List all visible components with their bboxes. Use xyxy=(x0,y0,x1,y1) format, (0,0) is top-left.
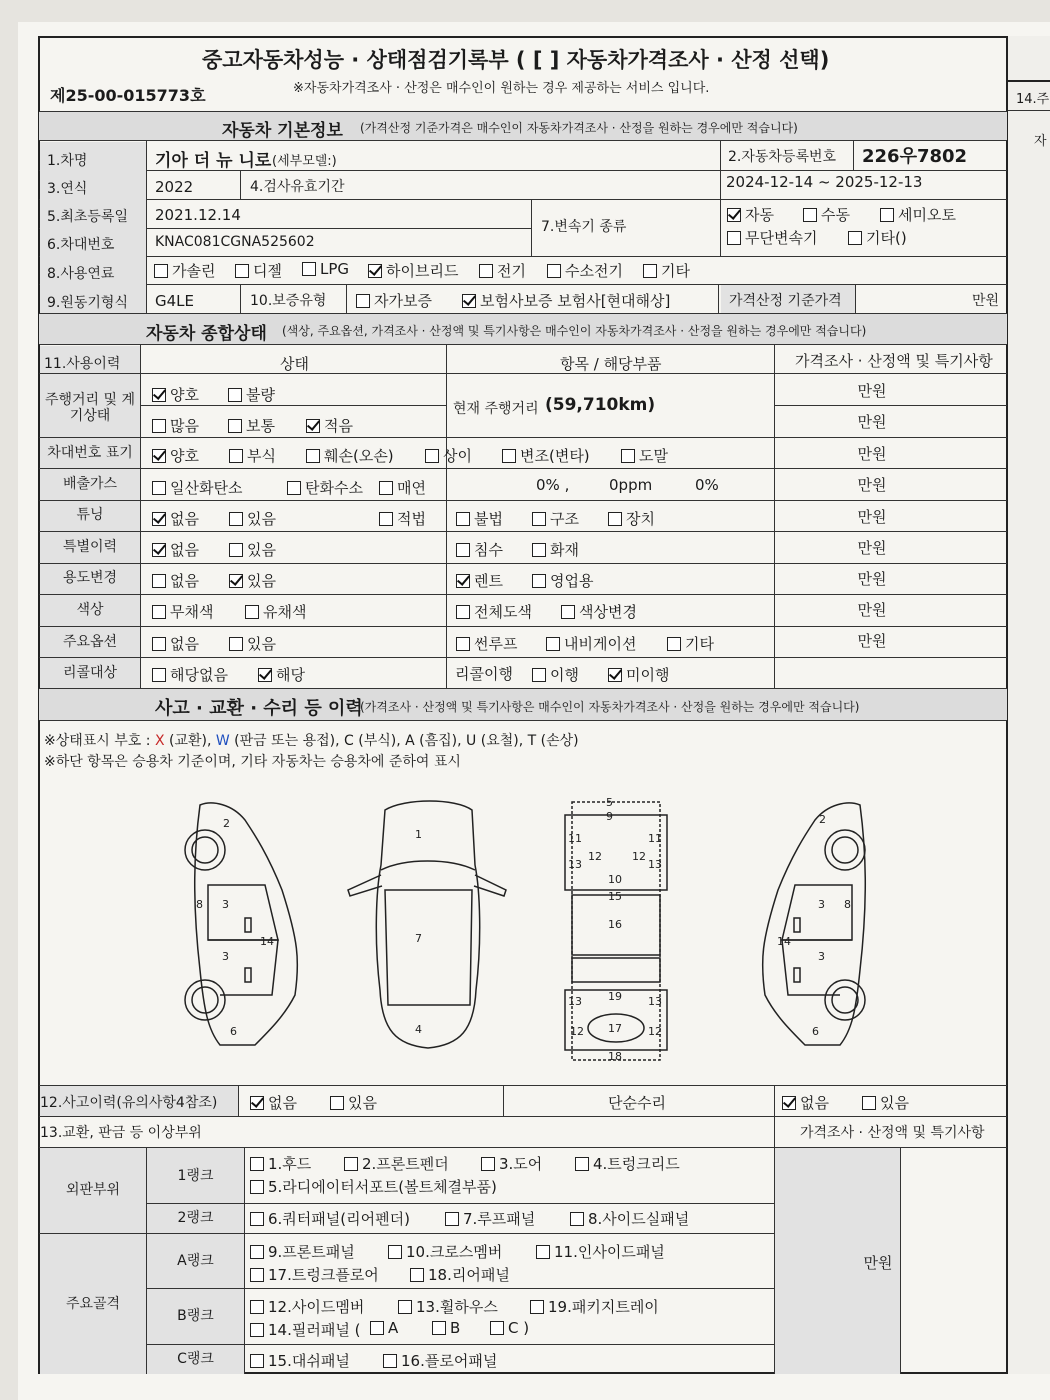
svg-text:10: 10 xyxy=(608,873,622,886)
car-right-side xyxy=(763,803,866,1045)
emission-co-value: 0% , xyxy=(536,476,570,494)
svg-text:13: 13 xyxy=(648,995,662,1008)
label-usage-change: 용도변경 xyxy=(62,570,118,587)
svg-text:13: 13 xyxy=(648,858,662,871)
rank-b: B랭크 xyxy=(177,1307,214,1324)
fuel-hybrid[interactable]: 하이브리드 xyxy=(368,260,458,281)
base-price-unit: 만원 xyxy=(972,293,1000,309)
first-reg-value: 2021.12.14 xyxy=(155,206,241,224)
emission-co[interactable]: 일산화탄소 xyxy=(152,477,242,498)
trans-manual[interactable]: 수동 xyxy=(803,204,850,225)
part-wheel-house[interactable]: 13.휠하우스 xyxy=(398,1296,498,1317)
label-mileage: 주행거리 및 계기상태 xyxy=(44,391,136,424)
label-main-frame: 주요골격 xyxy=(65,1295,121,1312)
svg-text:6: 6 xyxy=(812,1025,819,1038)
label-vin: 6.차대번호 xyxy=(47,237,115,253)
label-warranty: 10.보증유형 xyxy=(250,293,327,309)
label-base-price: 가격산정 기준가격 xyxy=(729,293,842,309)
tuning-none[interactable]: 없음 xyxy=(152,508,199,529)
rank-1: 1랭크 xyxy=(177,1167,214,1184)
price-unit: 만원 xyxy=(857,476,887,494)
special-none[interactable]: 없음 xyxy=(152,539,199,560)
usage-business[interactable]: 영업용 xyxy=(532,570,593,591)
label-exterior: 외판부위 xyxy=(65,1181,121,1198)
trans-other[interactable]: 기타() xyxy=(848,227,907,248)
recall-done[interactable]: 이행 xyxy=(532,664,579,685)
usage-none[interactable]: 없음 xyxy=(152,570,199,591)
tuning-structure[interactable]: 구조 xyxy=(532,508,579,529)
recall-not-done[interactable]: 미이행 xyxy=(608,664,669,685)
vin-erased[interactable]: 도말 xyxy=(621,445,668,466)
recall-applicable[interactable]: 해당 xyxy=(258,664,305,685)
fuel-diesel[interactable]: 디젤 xyxy=(235,260,282,281)
svg-text:2: 2 xyxy=(819,813,826,826)
price-unit: 만원 xyxy=(857,570,887,588)
special-fire[interactable]: 화재 xyxy=(532,539,579,560)
vin-altered[interactable]: 변조(변타) xyxy=(502,445,590,466)
current-mileage-label: 현재 주행거리 xyxy=(453,401,539,417)
svg-text:17: 17 xyxy=(608,1022,622,1035)
svg-text:12: 12 xyxy=(588,850,602,863)
checkbox[interactable] xyxy=(803,208,817,222)
overall-status-heading: 자동차 종합상태 xyxy=(146,324,267,344)
svg-text:3: 3 xyxy=(222,898,229,911)
rank-2: 2랭크 xyxy=(177,1210,214,1227)
label-special-history: 특별이력 xyxy=(62,539,118,556)
recall-not-applicable[interactable]: 해당없음 xyxy=(152,664,228,685)
part-side-sill[interactable]: 8.사이드실패널 xyxy=(570,1208,689,1229)
label-first-reg: 5.최초등록일 xyxy=(47,209,128,225)
pillar-b[interactable]: B xyxy=(432,1319,460,1337)
part-package-tray[interactable]: 19.패키지트레이 xyxy=(530,1296,659,1317)
accident-heading: 사고 · 교환 · 수리 등 이력 xyxy=(155,698,363,719)
label-accident-history: 12.사고이력(유의사항4참조) xyxy=(40,1095,218,1111)
svg-text:13: 13 xyxy=(568,995,582,1008)
tuning-legal[interactable]: 적법 xyxy=(379,508,426,529)
overall-status-note: (색상, 주요옵션, 가격조사 · 산정액 및 특기사항은 매수인이 자동차가격조사 · 산정을 원하는 경우에만 적습니다) xyxy=(282,324,867,338)
adjacent-text: 자 xyxy=(1034,134,1047,149)
rank-c: C랭크 xyxy=(177,1351,214,1368)
pillar-c[interactable]: C ) xyxy=(490,1319,529,1337)
tuning-illegal[interactable]: 불법 xyxy=(456,508,503,529)
part-inside-panel[interactable]: 11.인사이드패널 xyxy=(536,1241,665,1262)
document-number: 제25-00-015773호 xyxy=(50,86,206,105)
emission-hc[interactable]: 탄화수소 xyxy=(287,477,363,498)
car-name-value: 기아 더 뉴 니로 xyxy=(155,151,272,171)
label-car-name: 1.차명 xyxy=(47,153,88,169)
fuel-electric[interactable]: 전기 xyxy=(479,260,526,281)
label-simple-repair: 단순수리 xyxy=(608,1094,666,1112)
svg-text:4: 4 xyxy=(415,1023,422,1036)
checkbox[interactable] xyxy=(727,231,741,245)
part-trunk-lid[interactable]: 4.트렁크리드 xyxy=(575,1153,680,1174)
svg-text:13: 13 xyxy=(568,858,582,871)
mileage-good[interactable]: 양호 xyxy=(152,384,199,405)
label-vin-marking: 차대번호 표기 xyxy=(47,445,133,462)
label-price-note-13: 가격조사 · 산정액 및 특기사항 xyxy=(800,1125,985,1141)
car-diagram xyxy=(160,790,900,1080)
emission-smoke-value: 0% xyxy=(695,476,719,494)
part-rear-panel[interactable]: 18.리어패널 xyxy=(410,1264,510,1285)
svg-text:16: 16 xyxy=(608,918,622,931)
price-unit: 만원 xyxy=(863,1254,893,1272)
inspection-valid-period: 2024-12-14 ~ 2025-12-13 xyxy=(726,173,923,191)
tuning-yes[interactable]: 있음 xyxy=(229,508,276,529)
accident-note: (가격조사 · 산정액 및 특기사항은 매수인이 자동차가격조사 · 산정을 원하는 경우에만 적습니다) xyxy=(360,700,860,714)
vin-corroded[interactable]: 부식 xyxy=(229,445,276,466)
fuel-other[interactable]: 기타 xyxy=(643,260,690,281)
svg-text:12: 12 xyxy=(570,1025,584,1038)
part-roof-panel[interactable]: 7.루프패널 xyxy=(445,1208,535,1229)
label-recall: 리콜대상 xyxy=(62,664,118,681)
mileage-many[interactable]: 많음 xyxy=(152,415,199,436)
col-item: 항목 / 해당부품 xyxy=(560,355,662,373)
basic-info-heading: 자동차 기본정보 xyxy=(222,121,343,141)
legend-line-2: ※하단 항목은 승용차 기준이며, 기타 자동차는 승용차에 준하여 표시 xyxy=(44,754,461,770)
part-quarter-panel[interactable]: 6.쿼터패널(리어펜더) xyxy=(250,1208,410,1229)
option-sunroof[interactable]: 썬루프 xyxy=(456,633,517,654)
label-tuning: 튜닝 xyxy=(76,507,104,524)
vin-good[interactable]: 양호 xyxy=(152,445,199,466)
label-main-options: 주요옵션 xyxy=(62,633,118,650)
svg-text:15: 15 xyxy=(608,890,622,903)
emission-smoke[interactable]: 매연 xyxy=(379,477,426,498)
label-reg-number: 2.자동차등록번호 xyxy=(728,149,837,165)
label-engine-type: 9.원동기형식 xyxy=(47,295,128,311)
svg-text:14: 14 xyxy=(777,935,791,948)
svg-text:3: 3 xyxy=(222,950,229,963)
warranty-self[interactable]: 자가보증 xyxy=(356,290,432,311)
mileage-normal[interactable]: 보통 xyxy=(228,415,275,436)
price-unit: 만원 xyxy=(857,445,887,463)
svg-text:19: 19 xyxy=(608,990,622,1003)
usage-yes[interactable]: 있음 xyxy=(229,570,276,591)
special-yes[interactable]: 있음 xyxy=(229,539,276,560)
label-fuel: 8.사용연료 xyxy=(47,266,115,282)
trans-cvt[interactable]: 무단변속기 xyxy=(727,227,817,248)
accident-none[interactable]: 없음 xyxy=(250,1092,297,1113)
warranty-insurer[interactable]: 보험사보증 보험사[현대해상] xyxy=(462,290,670,311)
color-achromatic[interactable]: 무채색 xyxy=(152,601,213,622)
adjacent-section-14: 14.주 xyxy=(1016,92,1050,107)
part-front-fender[interactable]: 2.프론트펜더 xyxy=(344,1153,449,1174)
part-hood[interactable]: 1.후드 xyxy=(250,1153,311,1174)
part-cross-member[interactable]: 10.크로스멤버 xyxy=(388,1241,502,1262)
svg-text:14: 14 xyxy=(260,935,274,948)
price-unit: 만원 xyxy=(857,539,887,557)
checkbox[interactable] xyxy=(880,208,894,222)
color-changed[interactable]: 색상변경 xyxy=(561,601,637,622)
svg-text:12: 12 xyxy=(648,1025,662,1038)
part-side-member[interactable]: 12.사이드멤버 xyxy=(250,1296,364,1317)
form-title: 중고자동차성능 · 상태점검기록부 ( [ ] 자동차가격조사 · 산정 선택) xyxy=(202,48,830,72)
svg-text:11: 11 xyxy=(648,832,662,845)
detail-model: (세부모델:) xyxy=(272,154,337,169)
col-price-note: 가격조사 · 산정액 및 특기사항 xyxy=(795,352,993,370)
part-dash-panel[interactable]: 15.대쉬패널 xyxy=(250,1350,350,1371)
option-navigation[interactable]: 내비게이션 xyxy=(546,633,636,654)
usage-rent[interactable]: 렌트 xyxy=(456,570,503,591)
rank-a: A랭크 xyxy=(177,1252,214,1269)
year-value: 2022 xyxy=(155,178,194,196)
part-trunk-floor[interactable]: 17.트렁크플로어 xyxy=(250,1264,379,1285)
mileage-few[interactable]: 적음 xyxy=(306,415,353,436)
repair-none[interactable]: 없음 xyxy=(782,1092,829,1113)
svg-text:3: 3 xyxy=(818,898,825,911)
vin-damaged[interactable]: 훼손(오손) xyxy=(306,445,394,466)
label-emission: 배출가스 xyxy=(62,476,118,493)
special-flood[interactable]: 침수 xyxy=(456,539,503,560)
svg-text:5: 5 xyxy=(606,796,613,809)
option-other[interactable]: 기타 xyxy=(667,633,714,654)
current-mileage-value: (59,710km) xyxy=(545,395,656,415)
svg-text:9: 9 xyxy=(606,810,613,823)
svg-text:2: 2 xyxy=(223,817,230,830)
price-unit: 만원 xyxy=(857,632,887,650)
fuel-gasoline[interactable]: 가솔린 xyxy=(154,260,215,281)
label-inspection-valid: 4.검사유효기간 xyxy=(250,179,345,195)
svg-text:7: 7 xyxy=(415,932,422,945)
mileage-bad[interactable]: 불량 xyxy=(228,384,275,405)
part-floor-panel[interactable]: 16.플로어패널 xyxy=(383,1350,497,1371)
header-note: ※자동차가격조사 · 산정은 매수인이 원하는 경우 제공하는 서비스 입니다. xyxy=(293,81,710,96)
legend-line: ※상태표시 부호 : X (교환), W (판금 또는 용접), C (부식), A (흠집), U (요철), T (손상) xyxy=(44,733,579,749)
car-top-view xyxy=(348,801,506,1048)
svg-text:18: 18 xyxy=(608,1050,622,1063)
color-chromatic[interactable]: 유채색 xyxy=(245,601,306,622)
car-left-side xyxy=(185,803,297,1045)
svg-text:11: 11 xyxy=(568,832,582,845)
label-year: 3.연식 xyxy=(47,181,88,197)
checkbox[interactable] xyxy=(848,231,862,245)
part-pillar-panel[interactable]: 14.필러패널 ( xyxy=(250,1319,360,1340)
accident-yes[interactable]: 있음 xyxy=(330,1092,377,1113)
price-unit: 만원 xyxy=(857,601,887,619)
label-recall-done: 리콜이행 xyxy=(455,665,513,683)
color-full-paint[interactable]: 전체도색 xyxy=(456,601,532,622)
svg-text:6: 6 xyxy=(230,1025,237,1038)
col-usage-history: 11.사용이력 xyxy=(44,356,121,372)
part-door[interactable]: 3.도어 xyxy=(481,1153,542,1174)
vin-value: KNAC081CGNA525602 xyxy=(155,234,315,250)
basic-info-note: (가격산정 기준가격은 매수인이 자동차가격조사 · 산정을 원하는 경우에만 적습니다) xyxy=(360,121,798,135)
emission-hc-value: 0ppm xyxy=(609,476,653,494)
svg-text:8: 8 xyxy=(196,898,203,911)
options-yes[interactable]: 있음 xyxy=(229,633,276,654)
trans-auto[interactable]: 자동 xyxy=(727,204,774,225)
options-none[interactable]: 없음 xyxy=(152,633,199,654)
part-front-panel[interactable]: 9.프론트패널 xyxy=(250,1241,355,1262)
svg-text:8: 8 xyxy=(844,898,851,911)
checkbox-checked[interactable] xyxy=(727,208,741,222)
fuel-lpg[interactable]: LPG xyxy=(302,260,349,278)
svg-text:3: 3 xyxy=(818,950,825,963)
car-underbody-view xyxy=(565,796,667,1063)
engine-type-value: G4LE xyxy=(155,292,195,310)
label-color: 색상 xyxy=(76,601,104,618)
svg-text:1: 1 xyxy=(415,828,422,841)
tuning-device[interactable]: 장치 xyxy=(608,508,655,529)
label-transmission: 7.변속기 종류 xyxy=(541,219,627,235)
adjacent-page-strip xyxy=(1008,36,1050,1374)
svg-text:12: 12 xyxy=(632,850,646,863)
trans-semi-auto[interactable]: 세미오토 xyxy=(880,204,956,225)
reg-number-value: 226우7802 xyxy=(862,146,968,167)
repair-yes[interactable]: 있음 xyxy=(862,1092,909,1113)
price-unit: 만원 xyxy=(857,382,887,400)
label-replaced-parts: 13.교환, 판금 등 이상부위 xyxy=(40,1125,202,1141)
col-state: 상태 xyxy=(280,355,309,373)
part-radiator-support[interactable]: 5.라디에이터서포트(볼트체결부품) xyxy=(250,1176,497,1197)
price-unit: 만원 xyxy=(857,413,887,431)
vin-mismatch[interactable]: 상이 xyxy=(425,445,472,466)
price-unit: 만원 xyxy=(857,508,887,526)
fuel-hydrogen[interactable]: 수소전기 xyxy=(547,260,623,281)
pillar-a[interactable]: A xyxy=(370,1319,398,1337)
